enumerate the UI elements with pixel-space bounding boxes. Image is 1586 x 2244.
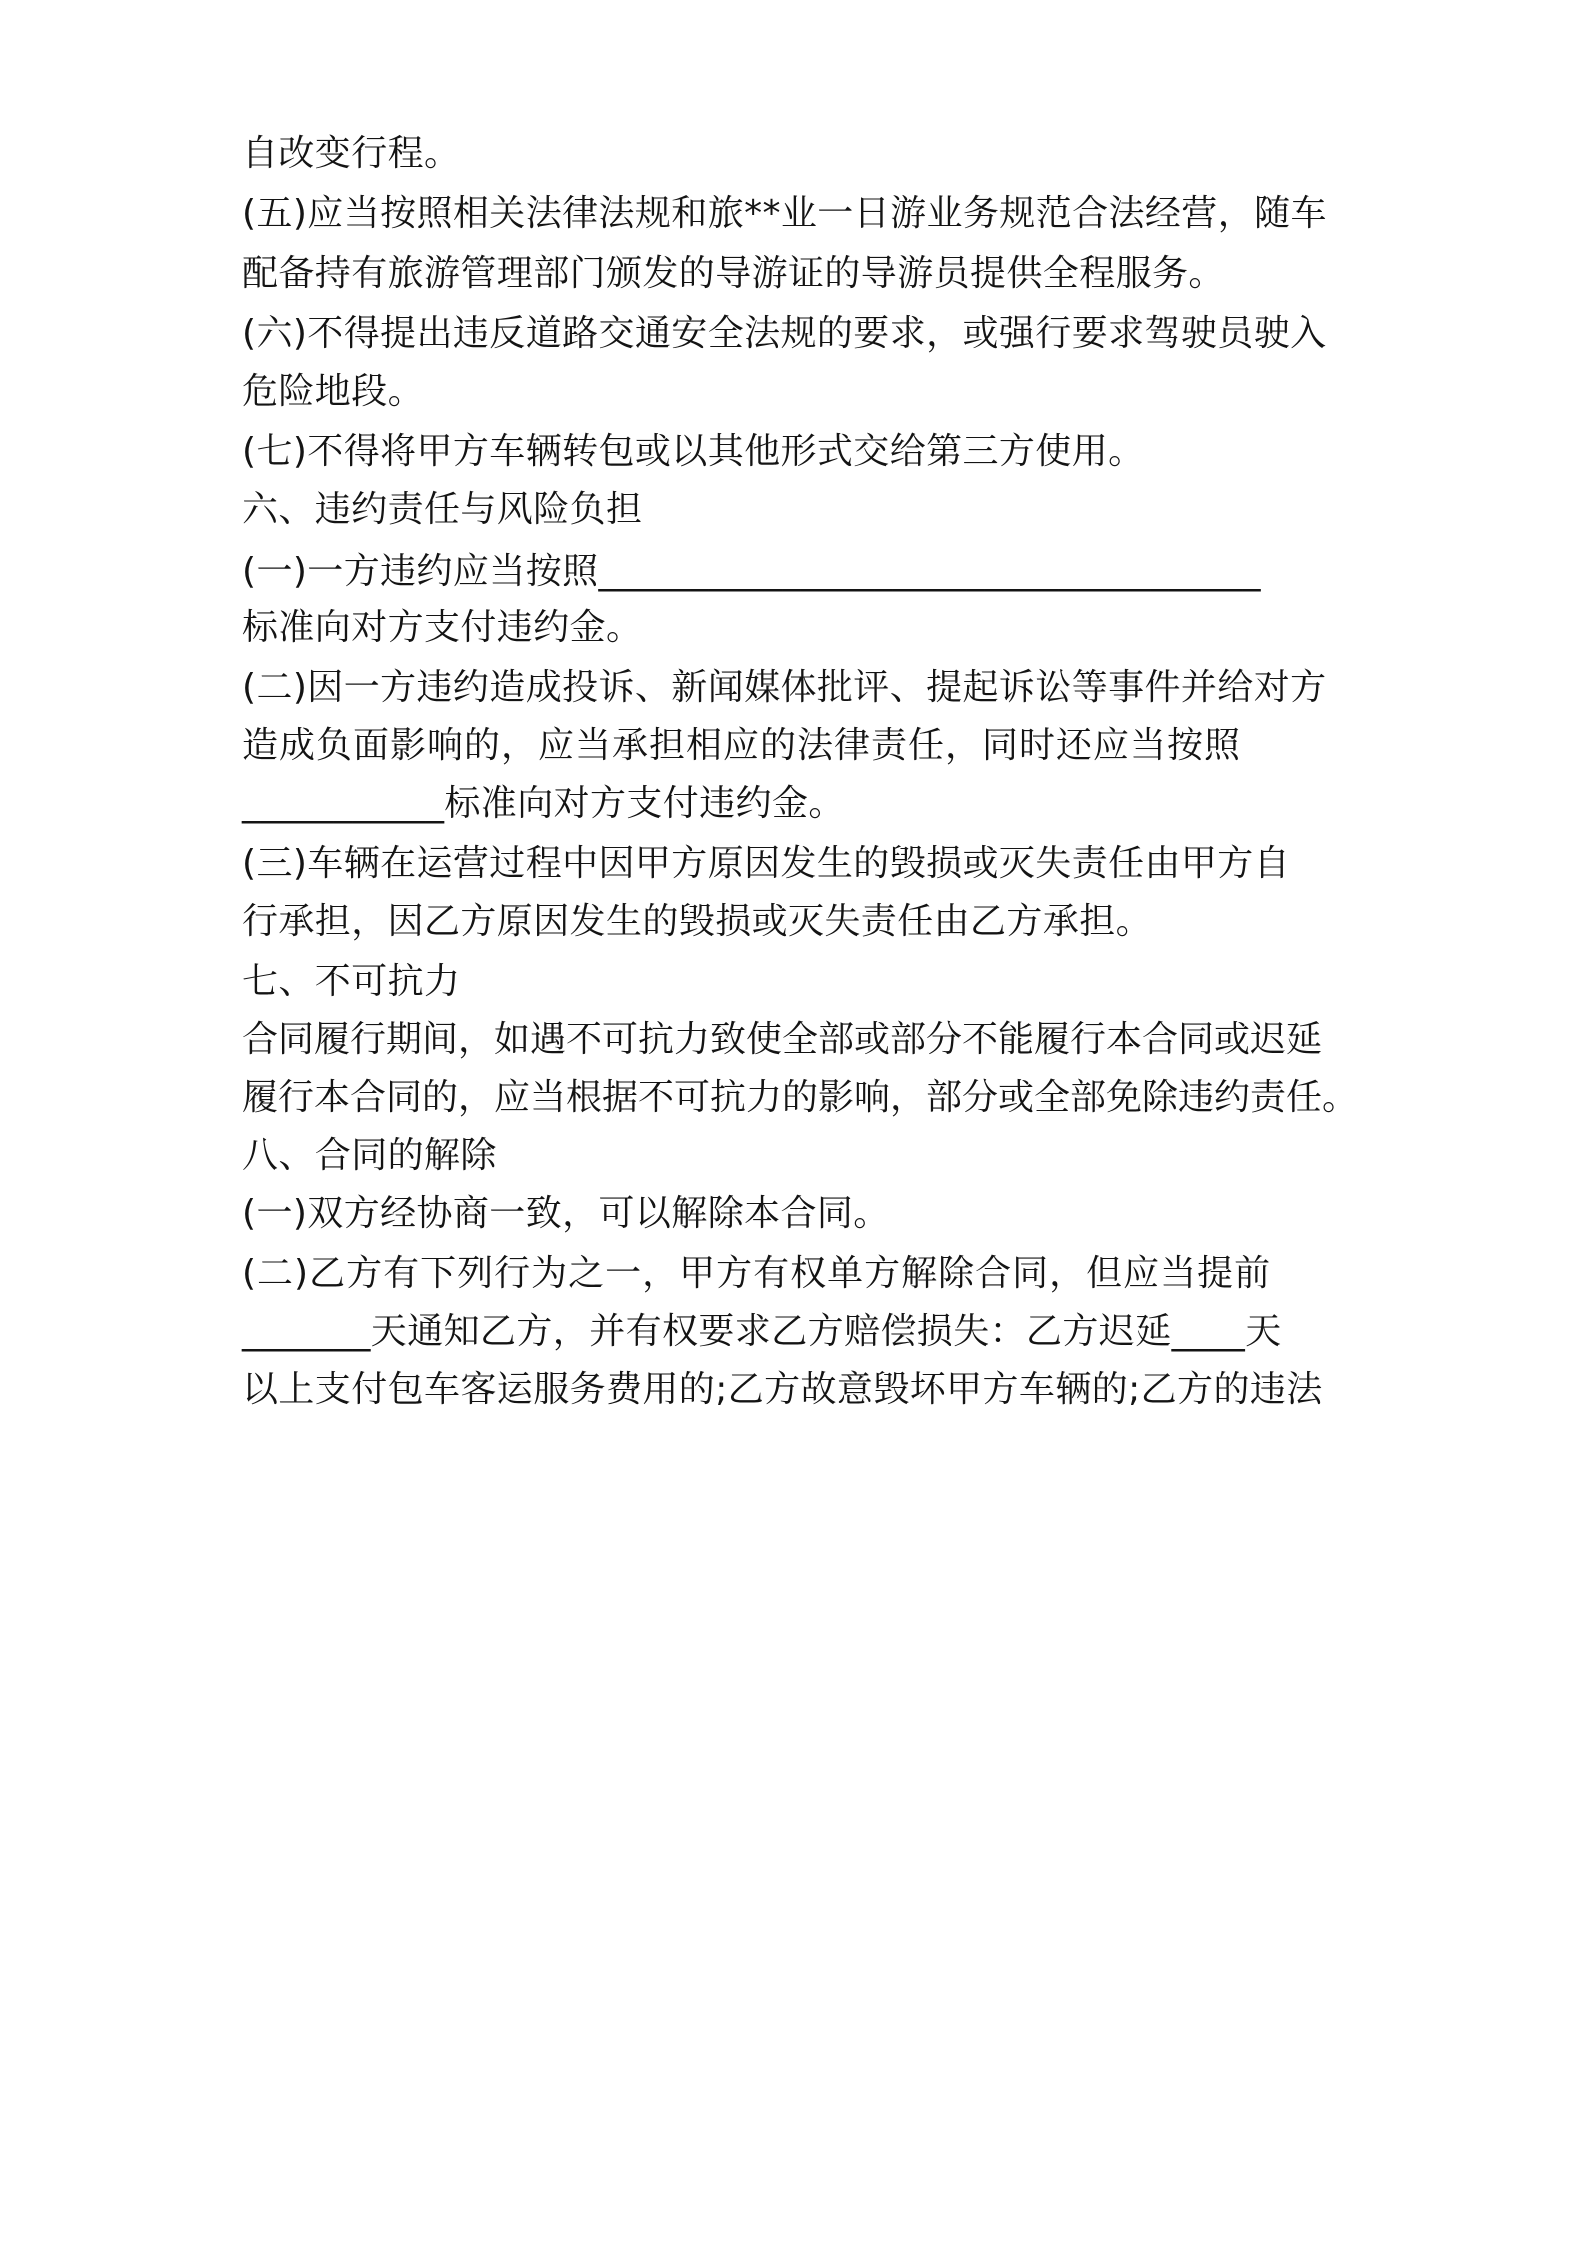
- text-line-5: 危险地段。: [242, 371, 425, 412]
- text-line-12: ___________标准向对方支付违约金。: [242, 783, 845, 824]
- section-heading-7: 七、不可抗力: [242, 961, 461, 1002]
- text-line-4: (六)不得提出违反道路交通安全法规的要求，或强行要求驾驶员驶入: [242, 313, 1327, 354]
- text-line-13: (三)车辆在运营过程中因甲方原因发生的毁损或灭失责任由甲方自: [242, 843, 1291, 884]
- text-line-3: 配备持有旅游管理部门颁发的导游证的导游员提供全程服务。: [242, 253, 1225, 294]
- section-heading-8: 八、合同的解除: [242, 1135, 497, 1176]
- text-line-2: (五)应当按照相关法律法规和旅**业一日游业务规范合法经营，随车: [242, 193, 1327, 234]
- text-line-11: 造成负面影响的，应当承担相应的法律责任，同时还应当按照: [242, 725, 1242, 766]
- text-line-19: (一)双方经协商一致，可以解除本合同。: [242, 1193, 890, 1234]
- section-heading-6: 六、违约责任与风险负担: [242, 489, 643, 530]
- text-line-20: (二)乙方有下列行为之一，甲方有权单方解除合同，但应当提前: [242, 1253, 1272, 1294]
- text-line-21: _______天通知乙方，并有权要求乙方赔偿损失：乙方迟延____天: [242, 1311, 1282, 1352]
- text-line-9: 标准向对方支付违约金。: [242, 607, 643, 648]
- text-line-17: 履行本合同的，应当根据不可抗力的影响，部分或全部免除违约责任。: [242, 1077, 1359, 1118]
- text-line-8: (一)一方违约应当按照____________________________________: [242, 551, 1261, 592]
- text-line-14: 行承担，因乙方原因发生的毁损或灭失责任由乙方承担。: [242, 901, 1153, 942]
- text-line-6: (七)不得将甲方车辆转包或以其他形式交给第三方使用。: [242, 431, 1145, 472]
- text-line-22: 以上支付包车客运服务费用的;乙方故意毁坏甲方车辆的;乙方的违法: [242, 1369, 1323, 1410]
- text-line-1: 自改变行程。: [242, 133, 461, 174]
- text-line-10: (二)因一方违约造成投诉、新闻媒体批评、提起诉讼等事件并给对方: [242, 667, 1327, 708]
- text-line-16: 合同履行期间，如遇不可抗力致使全部或部分不能履行本合同或迟延: [242, 1019, 1323, 1060]
